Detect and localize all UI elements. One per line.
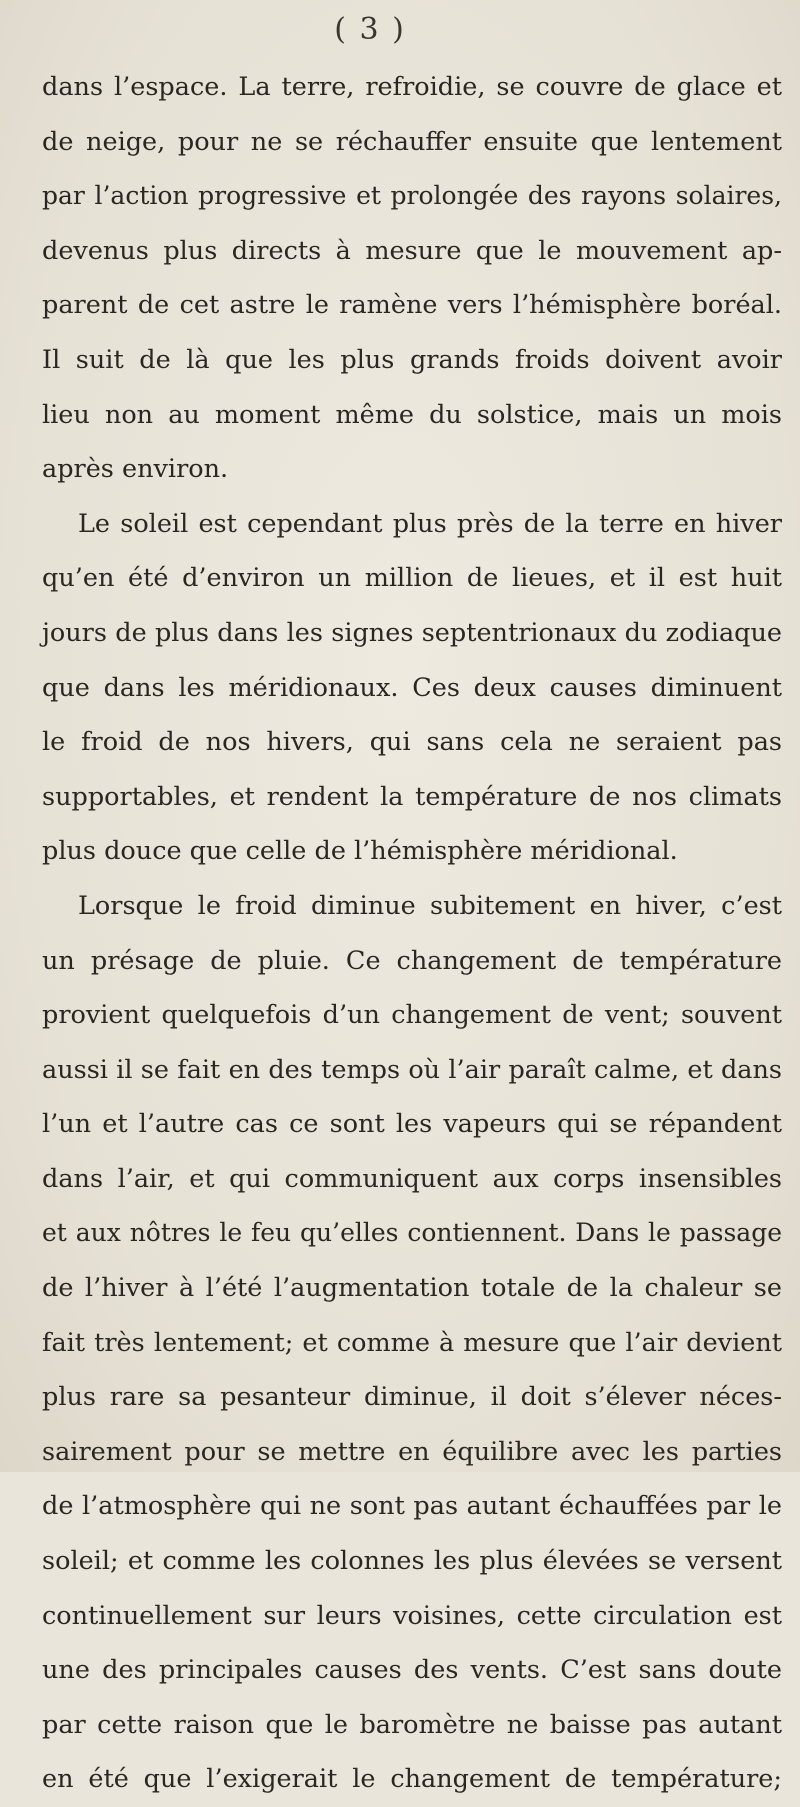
text-line: jours de plus dans les signes septentrionaux du zodiaque bbox=[42, 617, 782, 648]
text-line: après environ. bbox=[42, 454, 229, 485]
paragraph-start-line: Le soleil est cependant plus près de la terre en hiver bbox=[78, 508, 782, 539]
paragraph-start-line: Lorsque le froid diminue subitement en hiver, c’est bbox=[78, 890, 782, 921]
text-line: devenus plus directs à mesure que le mouvement ap- bbox=[42, 235, 782, 266]
page-number: ( 3 ) bbox=[334, 12, 406, 47]
text-line: soleil; et comme les colonnes les plus élevées se versent bbox=[42, 1546, 782, 1577]
text-line: par cette raison que le baromètre ne baisse pas autant bbox=[42, 1709, 782, 1740]
body-text bbox=[42, 60, 782, 1807]
text-line: plus douce que celle de l’hémisphère méridional. bbox=[42, 836, 678, 867]
text-line: l’un et l’autre cas ce sont les vapeurs qui se répandent bbox=[42, 1109, 782, 1140]
text-line: de l’hiver à l’été l’augmentation totale de la chaleur se bbox=[42, 1273, 782, 1304]
text-line: provient quelquefois d’un changement de vent; souvent bbox=[42, 1000, 782, 1031]
text-line: sairement pour se mettre en équilibre avec les parties bbox=[42, 1436, 782, 1467]
text-line: qu’en été d’environ un million de lieues, et il est huit bbox=[42, 563, 782, 594]
text-line: en été que l’exigerait le changement de température; bbox=[42, 1764, 782, 1795]
text-line: et aux nôtres le feu qu’elles contiennent. Dans le passage bbox=[42, 1218, 782, 1248]
text-line: supportables, et rendent la température de nos climats bbox=[42, 781, 782, 812]
text-line: lieu non au moment même du solstice, mais un mois bbox=[42, 399, 782, 430]
text-line: continuellement sur leurs voisines, cette circulation est bbox=[42, 1600, 782, 1631]
text-line: fait très lentement; et comme à mesure que l’air devient bbox=[42, 1327, 782, 1358]
text-line: un présage de pluie. Ce changement de température bbox=[42, 945, 782, 976]
text-line: parent de cet astre le ramène vers l’hémisphère boréal. bbox=[42, 290, 782, 321]
text-line: aussi il se fait en des temps où l’air paraît calme, et dans bbox=[42, 1054, 782, 1085]
text-line: le froid de nos hivers, qui sans cela ne seraient pas bbox=[42, 727, 782, 758]
text-line: par l’action progressive et prolongée des rayons solaires, bbox=[42, 181, 782, 211]
text-line: de l’atmosphère qui ne sont pas autant échauffées par le bbox=[42, 1491, 782, 1522]
text-line: de neige, pour ne se réchauffer ensuite que lentement bbox=[42, 126, 782, 157]
text-line: Il suit de là que les plus grands froids doivent avoir bbox=[42, 344, 782, 375]
text-line: que dans les méridionaux. Ces deux causes diminuent bbox=[42, 672, 782, 703]
text-line: une des principales causes des vents. C’est sans doute bbox=[42, 1655, 782, 1686]
text-line: dans l’air, et qui communiquent aux corps insensibles bbox=[42, 1163, 782, 1194]
text-line: plus rare sa pesanteur diminue, il doit s’élever néces- bbox=[42, 1382, 782, 1413]
text-line: dans l’espace. La terre, refroidie, se couvre de glace et bbox=[42, 72, 782, 102]
